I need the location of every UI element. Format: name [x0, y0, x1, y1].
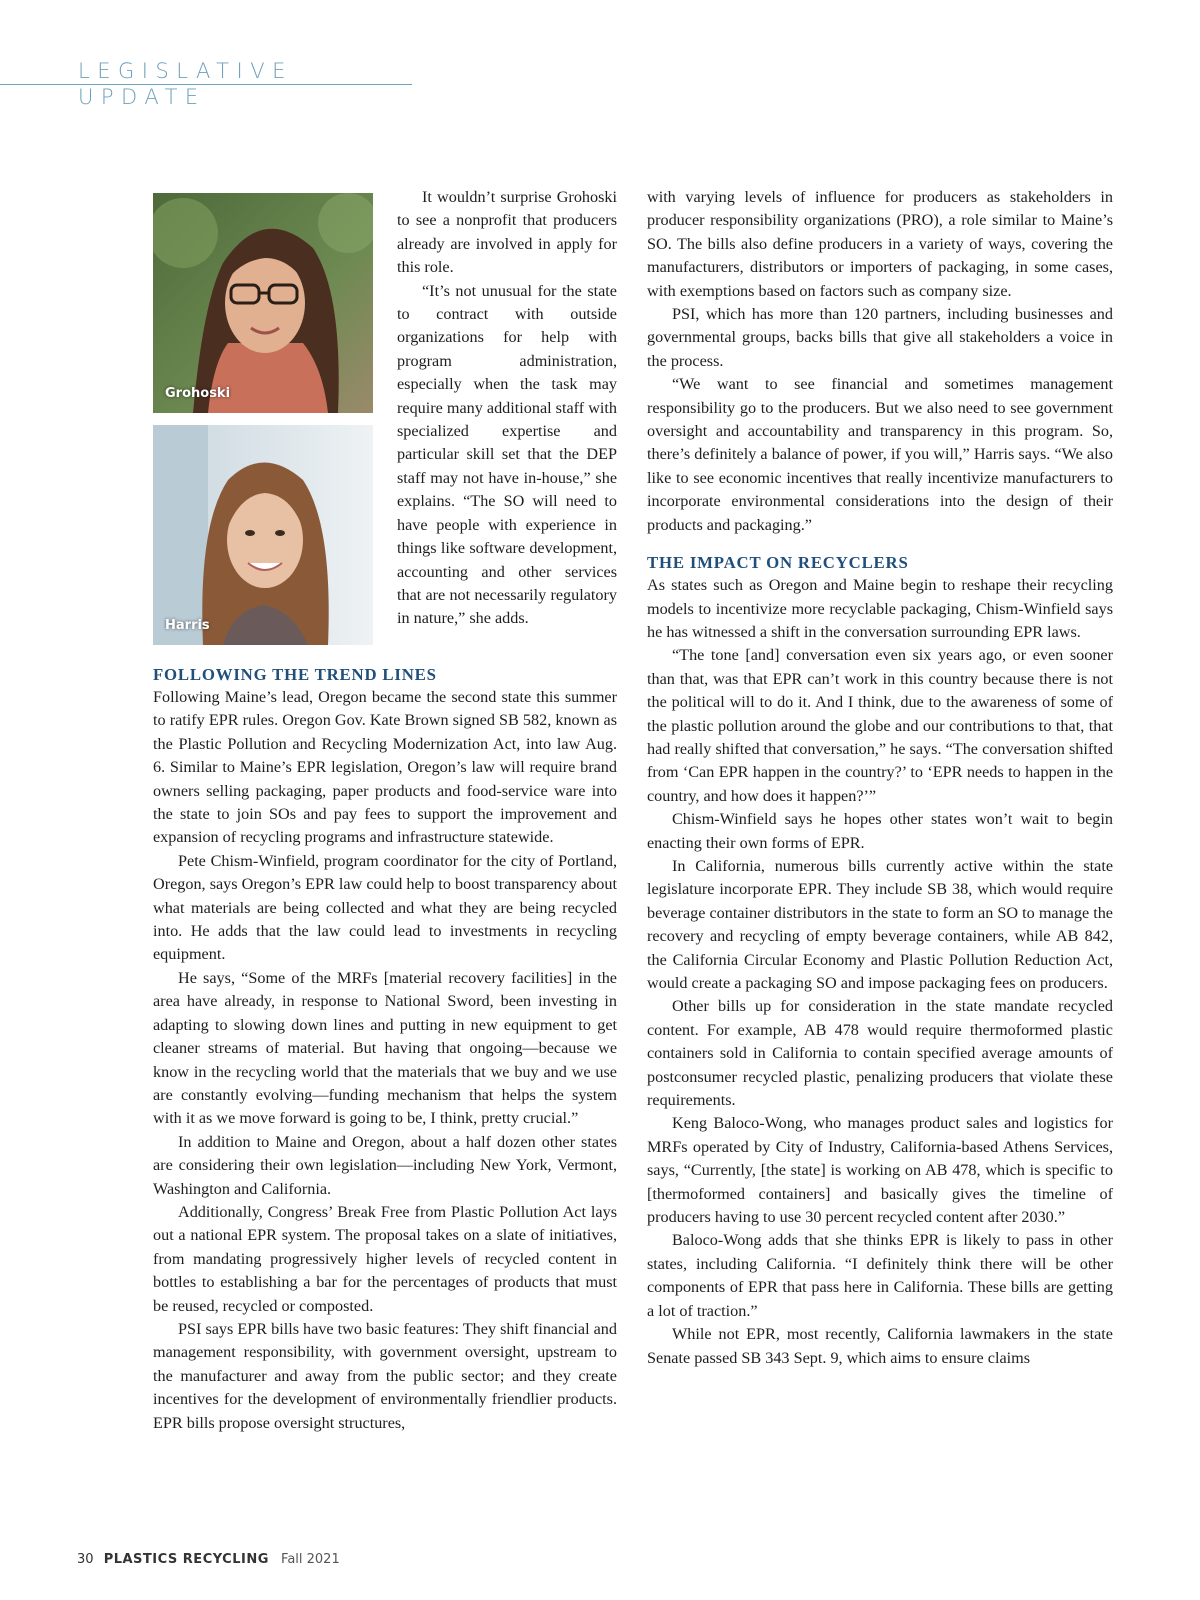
portrait-harris-image — [153, 425, 373, 645]
article-column-right — [647, 186, 1113, 1370]
paragraph: PSI says EPR bills have two basic features: They shift financial and management responsibility, with government oversight, upstream to the manufacturer and away from the public sector; and they create incentives for the development of environmentally friendlier products. EPR bills propose oversight structures, — [153, 1319, 617, 1432]
paragraph: Keng Baloco-Wong, who manages product sales and logistics for MRFs operated by City of Industry, California-based Athens Services, says, “Currently, [the state] is working on AB 478, which is specific to [thermoformed containers] and basically gives the timeline of producers having to use 30 percent recycled content after 2030.” — [647, 1114, 1113, 1227]
paragraph: Other bills up for consideration in the state mandate recycled content. For example, AB 478 would require thermoformed plastic containers sold in California to contain specified average amounts of postconsumer recycled plastic, penalizing producers that violate these requirements. — [647, 997, 1113, 1110]
paragraph: “We want to see financial and sometimes management responsibility go to the producers. But we also need to see government oversight and accountability and transparency in this program. So, there’s definitely a balance of power, if you will,” Harris says. “We also like to see economic incentives that really incentivize manufacturers to incorporate environmental considerations into the design of their products and packaging.” — [647, 375, 1113, 534]
paragraph: “The tone [and] conversation even six years ago, or even sooner than that, was that EPR can’t work in this country because there is not the political will to do it. And I think, due to the awareness of some of the plastic pollution around the globe and our contributions to that, that had really shifted that conversation,” he says. “The conversation shifted from ‘Can EPR happen in the country?’ to ‘EPR needs to happen in the country, and how does it happen?’” — [647, 646, 1113, 805]
paragraph: Following Maine’s lead, Oregon became the second state this summer to ratify EPR rules. Oregon Gov. Kate Brown signed SB 582, known as the Plastic Pollution and Recycling Modernization Act, into law Aug. 6. Similar to Maine’s EPR legislation, Oregon’s law will require brand owners selling packaging, paper products and food-service ware into the state to join SOs and pay fees to support the improvement and expansion of recycling programs and infrastructure statewide. — [153, 688, 617, 847]
magazine-name: PLASTICS RECYCLING — [103, 1552, 269, 1567]
section-heading: THE IMPACT ON RECYCLERS — [647, 553, 909, 573]
photo-grohoski — [153, 193, 373, 413]
paragraph: He says, “Some of the MRFs [material recovery facilities] in the area have already, in response to National Sword, been investing in adapting to slowing down lines and putting in new equipment to get cleaner streams of material. But having that ongoing—because we know in the recycling world that the materials that we buy and we use are constantly evolving—funding mechanism that helps the system with it as we move forward is going to be, I think, pretty crucial.” — [153, 968, 617, 1128]
page-footer — [77, 1552, 340, 1567]
article-column-inset — [397, 186, 617, 631]
section-heading: FOLLOWING THE TREND LINES — [153, 665, 437, 684]
portrait-grohoski-image — [153, 193, 373, 413]
photo-caption: Harris — [165, 618, 210, 633]
issue-date: Fall 2021 — [281, 1552, 340, 1567]
paragraph: Chism-Winfield says he hopes other states won’t wait to begin enacting their own forms of EPR. — [647, 810, 1113, 852]
paragraph: As states such as Oregon and Maine begin to reshape their recycling models to incentivize more recyclable packaging, Chism-Winfield says he has witnessed a shift in the conversation surrounding EPR laws. — [647, 576, 1113, 641]
section-title: LEGISLATIVE UPDATE — [78, 59, 293, 109]
photo-caption: Grohoski — [165, 386, 231, 401]
page-number: 30 — [77, 1552, 94, 1567]
paragraph: Baloco-Wong adds that she thinks EPR is likely to pass in other states, including California. “I definitely think there will be other components of EPR that pass here in California. These bills are getting a lot of traction.” — [647, 1231, 1113, 1320]
article-column-left — [153, 663, 617, 1435]
paragraph: While not EPR, most recently, California lawmakers in the state Senate passed SB 343 Sept. 9, which aims to ensure claims — [647, 1325, 1113, 1367]
paragraph: Pete Chism-Winfield, program coordinator for the city of Portland, Oregon, says Oregon’s EPR law could help to boost transparency about what materials are being collected and what they are being recycled into. He adds that the law could lead to investments in recycling equipment. — [153, 851, 617, 964]
paragraph: “It’s not unusual for the state to contract with outside organizations for help with program administration, especially when the task may require many additional staff with specialized expertise and particular skill set that the DEP staff may not have in-house,” she explains. “The SO will need to have people with experience in things like software development, accounting and other services that are not necessarily regulatory in nature,” she adds. — [397, 281, 617, 628]
section-header — [0, 58, 412, 109]
paragraph: PSI, which has more than 120 partners, including businesses and governmental groups, backs bills that give all stakeholders a voice in the process. — [647, 305, 1113, 370]
paragraph: with varying levels of influence for producers as stakeholders in producer responsibility organizations (PRO), a role similar to Maine’s SO. The bills also define producers in a variety of ways, covering the manufacturers, distributors or importers of packaging, in some cases, with exemptions based on factors such as company size. — [647, 188, 1113, 300]
paragraph: It wouldn’t surprise Grohoski to see a nonprofit that producers already are involved in apply for this role. — [397, 188, 617, 277]
paragraph: In California, numerous bills currently active within the state legislature incorporate EPR. They include SB 38, which would require beverage container distributors in the state to form an SO to manage the recovery and recycling of empty beverage containers, while AB 842, the California Circular Economy and Plastic Pollution Reduction Act, would create a packaging SO and impose packaging fees on producers. — [647, 856, 1113, 992]
photo-harris — [153, 425, 373, 645]
paragraph: In addition to Maine and Oregon, about a half dozen other states are considering their own legislation—including New York, Vermont, Washington and California. — [153, 1132, 617, 1198]
paragraph: Additionally, Congress’ Break Free from Plastic Pollution Act lays out a national EPR system. The proposal takes on a slate of initiatives, from mandating progressively higher levels of recycled content in bottles to establishing a bar for the percentages of products that must be reused, recycled or composted. — [153, 1202, 617, 1315]
